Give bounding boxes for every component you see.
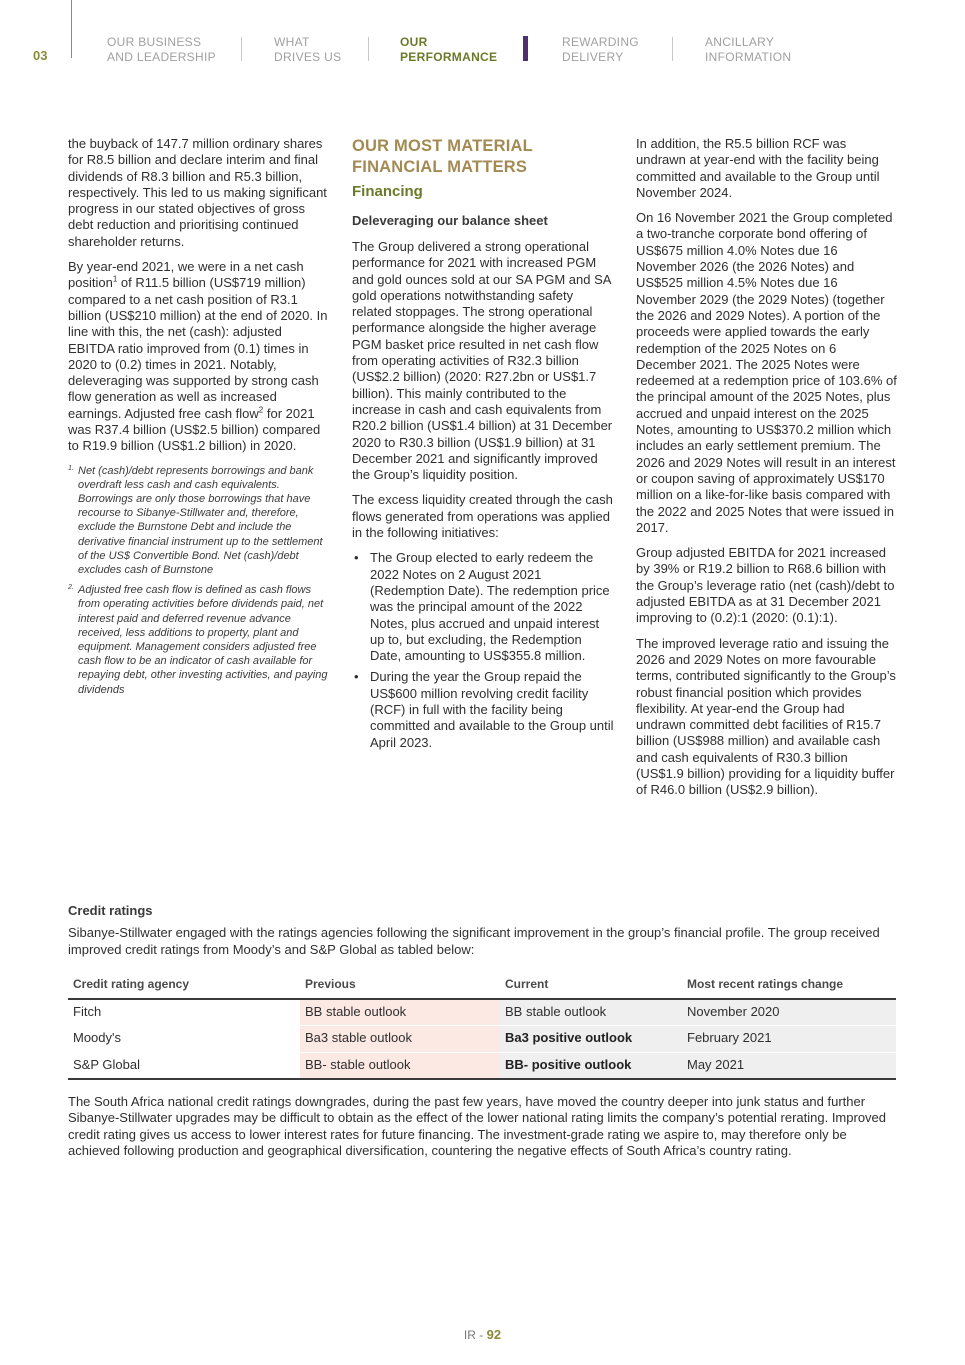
- paragraph: The Group delivered a strong operational performance for 2021 with increased PGM and gold ounces sold at our SA PGM and SA gold operations notwithstanding safety related stoppages. The strong operational performance alongside the higher average PGM basket price resulted in net cash flow from operating activities of R32.3 billion (US$2.2 billion) (2020: R27.2bn or US$1.7 billion). This mainly contributed to the increase in cash and cash equivalents from R20.2 billion (US$1.4 billion) at 31 December 2020 to R30.3 billion (US$1.9 billion) at 31 December 2021 and significantly improved the Group’s liquidity position.: [352, 239, 613, 483]
- credit-ratings-title: Credit ratings: [68, 903, 153, 918]
- nav-ancillary-information[interactable]: [705, 35, 791, 64]
- paragraph: Group adjusted EBITDA for 2021 increased by 39% or R19.2 billion to R68.6 billion with the Group’s leverage ratio (net (cash)/debt to adjusted EBITDA as at 31 December 2021 improving to (0.2):1 (2020: (0.1):1).: [636, 545, 895, 626]
- column-middle: [352, 136, 614, 756]
- column-header: Previous: [300, 969, 500, 999]
- paragraph: In addition, the R5.5 billion RCF was undrawn at year-end with the facility being committed and available to the Group until November 2024.: [636, 136, 880, 200]
- footnote-ref: 2: [258, 405, 264, 415]
- nav-our-business[interactable]: [107, 35, 216, 64]
- table-cell: BB- stable outlook: [300, 1052, 500, 1079]
- paragraph: On 16 November 2021 the Group completed a two-tranche corporate bond offering of US$675 million 4.0% Notes due 16 November 2026 (the 2026 Notes) and US$525 million 4.5% Notes due 16 November 2029 (the 2029 Notes) (together the 2026 and 2029 Notes). A portion of the proceeds were applied towards the early redemption of the 2025 Notes on 6 December 2021. The 2025 Notes were redeemed at a redemption price of 103.6% of the principal amount of the 2025 Notes, plus accrued and unpaid interest on the 2025 Notes, amounting to US$370.2 million which includes an early settlement premium. The 2026 and 2029 Notes will result in an interest or coupon saving of approximately US$170 million on a like-for-like basis compared with the 2022 and 2025 Notes that were issued in 2017.: [636, 210, 897, 535]
- subsection-heading: Financing: [352, 183, 423, 200]
- table-cell: BB- positive outlook: [500, 1052, 682, 1079]
- table-cell: S&P Global: [68, 1052, 300, 1079]
- table-cell: November 2020: [682, 999, 896, 1026]
- nav-separator: [672, 37, 673, 61]
- nav-label-line2: INFORMATION: [705, 49, 792, 64]
- nav-rewarding-delivery[interactable]: [562, 35, 639, 64]
- nav-separator: [241, 37, 242, 61]
- table-cell: BB stable outlook: [500, 999, 682, 1026]
- table-cell: Ba3 stable outlook: [300, 1026, 500, 1052]
- paragraph: Sibanye-Stillwater engaged with the ratings agencies following the significant improvement in the group’s financial profile. The group received improved credit ratings from Moody’s and S&P Global as tabled below:: [68, 925, 880, 957]
- nav-label-line1: OUR: [400, 35, 428, 49]
- table-cell: Moody's: [68, 1026, 300, 1052]
- header-divider: [71, 0, 72, 58]
- paragraph: The excess liquidity created through the cash flows generated from operations was applied in the following initiatives:: [352, 492, 613, 541]
- nav-label-line1: ANCILLARY: [705, 35, 775, 49]
- footnote-mark: 2.: [68, 584, 74, 592]
- column-header: Current: [500, 969, 682, 999]
- nav-label-line2: DRIVES US: [274, 49, 342, 64]
- column-left: [68, 136, 330, 703]
- list-item: • During the year the Group repaid the US$600 million revolving credit facility (RCF) in full with the facility being committed and available to the Group until April 2023.: [354, 669, 614, 750]
- paragraph: The South Africa national credit ratings downgrades, during the past few years, have moved the country deeper into junk status and further Sibanye-Stillwater upgrades may be difficult to obtain as the effect of the lower national rating limits the company’s potential rerating. Improved credit rating gives us access to lower interest rates for future financing. The investment-grade rating we aspire to, may therefore only be achieved following production and geographical diversification, countering the negative effects of South Africa’s country rating.: [68, 1094, 887, 1158]
- table-header-row: [68, 969, 896, 999]
- active-section-marker: [523, 36, 528, 61]
- nav-our-performance[interactable]: [400, 35, 497, 64]
- initiatives-list: [352, 550, 614, 751]
- bullet-icon: •: [354, 669, 359, 685]
- nav-separator: [368, 37, 369, 61]
- column-header: Most recent ratings change: [682, 969, 896, 999]
- table-cell: May 2021: [682, 1052, 896, 1079]
- credit-ratings-table: [68, 969, 896, 1080]
- credit-ratings-section: [68, 903, 896, 1159]
- nav-label-line2: DELIVERY: [562, 49, 624, 64]
- nav-label-line1: REWARDING: [562, 35, 639, 49]
- table-row: [68, 999, 896, 1026]
- nav-label-line1: WHAT: [274, 35, 310, 49]
- table-row: [68, 1026, 896, 1052]
- table-cell: BB stable outlook: [300, 999, 500, 1026]
- nav-label-line1: OUR BUSINESS: [107, 35, 202, 49]
- table-cell: Fitch: [68, 999, 300, 1026]
- nav-label-line2: PERFORMANCE: [400, 49, 498, 64]
- footnote: 1. Net (cash)/debt represents borrowings and bank overdraft less cash and cash equivalents. Borrowings are only those borrowings that have recourse to Sibanye-Stillwater and, therefore, exclude the Burnstone Debt and include the derivative financial instrument up to the settlement of the US$ Convertible Bond. Net (cash)/debt excludes cash of Burnstone: [68, 464, 330, 578]
- topic-heading: Deleveraging our balance sheet: [352, 213, 548, 228]
- paragraph: the buyback of 147.7 million ordinary shares for R8.5 billion and declare interim and final dividends of R8.3 billion and R5.3 billion, respectively. This led to us making significant progress in our stated objectives of gross debt reduction and prioritising continued shareholder returns.: [68, 136, 327, 249]
- table-cell: February 2021: [682, 1026, 896, 1052]
- bullet-icon: •: [354, 550, 359, 566]
- column-header: Credit rating agency: [68, 969, 300, 999]
- paragraph: The improved leverage ratio and issuing the 2026 and 2029 Notes on more favourable terms, contributed significantly to the Group’s robust financial position which provides flexibility. At year-end the Group had undrawn committed debt facilities of R15.7 billion (US$988 million) and available cash and cash equivalents of R30.3 billion (US$1.9 billion) providing for a liquidity buffer of R46.0 billion (US$2.9 billion).: [636, 635, 896, 798]
- page-footer: [0, 1327, 965, 1342]
- footer-prefix: IR -: [463, 1328, 487, 1342]
- nav-label-line2: AND LEADERSHIP: [107, 49, 216, 64]
- nav-what-drives-us[interactable]: [274, 35, 341, 64]
- footnote: 2. Adjusted free cash flow is defined as cash flows from operating activities before dividends paid, net interest paid and deferred revenue advance received, less additions to property, plant and equipment. Management considers adjusted free cash flow to be an indicator of cash available for repaying debt, other investing activities, and paying dividends: [68, 583, 330, 697]
- footnote-ref: 1: [112, 275, 118, 285]
- footnote-mark: 1.: [68, 464, 74, 472]
- footer-page-number: 92: [486, 1327, 502, 1342]
- column-right: [636, 136, 898, 808]
- section-number: 03: [33, 48, 48, 63]
- table-row: [68, 1052, 896, 1079]
- table-cell: Ba3 positive outlook: [500, 1026, 682, 1052]
- list-item: • The Group elected to early redeem the 2022 Notes on 2 August 2021 (Redemption Date). The redemption price was the principal amount of the 2022 Notes, plus accrued and unpaid interest up to, but excluding, the Redemption Date, amounting to US$355.8 million.: [354, 550, 610, 664]
- paragraph: By year-end 2021, we were in a net cash position$^1$ of R11.5 billion (US$719 million) compared to a net cash position of R3.1 billion (US$210 million) at the end of 2020. In line with this, the net (cash): adjusted EBITDA ratio improved from (0.1) times in 2020 to (0.2) times in 2021. Notably, deleveraging was supported by strong cash flow generation as well as increased earnings. Adjusted free cash flow$^2$ for 2021 was R37.4 billion (US$2.5 billion) compared to R19.9 billion (US$1.2 billion) in 2020.: [68, 259, 328, 454]
- section-heading: OUR MOST MATERIAL FINANCIAL MATTERS: [352, 137, 533, 176]
